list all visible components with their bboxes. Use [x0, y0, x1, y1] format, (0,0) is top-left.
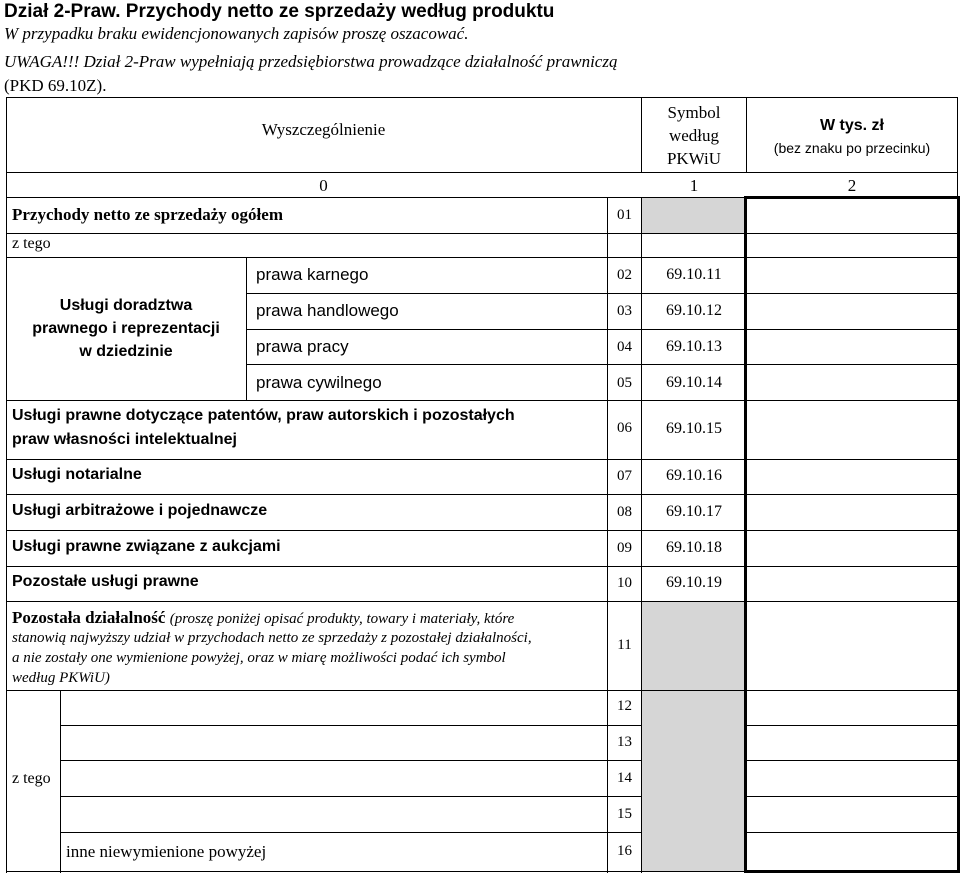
row-06-label-2: praw własności intelektualnej [12, 431, 237, 448]
row-05-code: 69.10.14 [666, 374, 722, 391]
z-tego-label: z tego [12, 235, 51, 252]
pkd-text: (PKD 69.10Z). [4, 76, 107, 95]
value-input-07[interactable] [748, 461, 956, 493]
row-08-label: Usługi arbitrażowe i pojednawcze [12, 502, 268, 519]
row-02-code: 69.10.11 [666, 266, 722, 283]
row-11-bold: Pozostała działalność [12, 608, 166, 627]
col-header-symbol-2: według [668, 126, 720, 145]
row-13-nr: 13 [617, 734, 632, 750]
row-07-code: 69.10.16 [666, 467, 722, 484]
row-11-note-1: (proszę poniżej opisać produkty, towary i materiały, które [169, 611, 515, 627]
row-05-nr: 05 [617, 375, 632, 391]
row-08-code: 69.10.17 [666, 503, 722, 520]
row-10-code: 69.10.19 [666, 574, 722, 591]
row-06-nr: 06 [617, 420, 632, 436]
value-input-15[interactable] [748, 798, 956, 831]
value-input-12[interactable] [748, 692, 956, 724]
row-06-code: 69.10.15 [666, 420, 722, 437]
group-label-2: prawnego i reprezentacji [32, 320, 220, 337]
row-02-nr: 02 [617, 267, 632, 283]
col-header-value-1: W tys. zł [819, 117, 884, 134]
value-input-09[interactable] [748, 532, 956, 565]
row-total-nr: 01 [617, 207, 632, 223]
value-input-03[interactable] [748, 295, 956, 328]
row-08-nr: 08 [617, 504, 632, 520]
desc-input-12[interactable] [62, 692, 606, 724]
z-tego-2-label: z tego [12, 770, 51, 787]
col-header-symbol-3: PKWiU [666, 149, 722, 168]
row-12-nr: 12 [617, 698, 632, 714]
group-label-1: Usługi doradztwa [59, 297, 193, 314]
section-title: Dział 2-Praw. Przychody netto ze sprzedaży według produktu [4, 1, 555, 22]
row-02-label: prawa karnego [256, 265, 369, 284]
value-input-08[interactable] [748, 496, 956, 529]
row-03-code: 69.10.12 [666, 302, 722, 319]
value-input-10[interactable] [748, 568, 956, 600]
row-04-code: 69.10.13 [666, 338, 722, 355]
row-11-line-4: według PKWiU) [12, 670, 110, 686]
value-input-06[interactable] [748, 402, 956, 458]
value-input-04[interactable] [748, 331, 956, 363]
row-10-nr: 10 [617, 575, 632, 591]
desc-input-14[interactable] [62, 762, 606, 795]
row-07-label: Usługi notarialne [12, 466, 142, 483]
value-input-16[interactable] [748, 834, 956, 869]
row-03-nr: 03 [617, 303, 632, 319]
value-input-14[interactable] [748, 762, 956, 795]
col-index-2: 2 [847, 176, 857, 195]
row-09-label: Usługi prawne związane z aukcjami [12, 538, 281, 555]
row-07-nr: 07 [617, 468, 632, 484]
row-09-code: 69.10.18 [666, 539, 722, 556]
value-input-11[interactable] [748, 603, 956, 689]
row-05-label: prawa cywilnego [256, 373, 382, 392]
row-16-label: inne niewymienione powyżej [66, 842, 267, 861]
col-index-0: 0 [319, 176, 328, 195]
row-11-line-1 [12, 608, 514, 628]
group-label-3: w dziedzinie [79, 343, 173, 360]
gray-cell-symbol-01 [642, 198, 744, 233]
col-header-desc: Wyszczególnienie [261, 120, 386, 139]
value-input-05[interactable] [748, 366, 956, 399]
value-input-01[interactable] [748, 199, 956, 232]
gray-cell-symbol-11 [642, 602, 744, 690]
row-11-nr: 11 [617, 637, 632, 653]
row-14-nr: 14 [617, 770, 632, 786]
row-15-nr: 15 [617, 806, 632, 822]
row-03-label: prawa handlowego [256, 301, 399, 320]
row-04-nr: 04 [617, 339, 632, 355]
col-index-1: 1 [689, 176, 699, 195]
row-11-line-3: a nie zostały one wymienione powyżej, oraz w miarę możliwości podać ich symbol [12, 650, 506, 666]
row-10-label: Pozostałe usługi prawne [12, 573, 199, 590]
row-16-nr: 16 [617, 843, 632, 859]
col-header-symbol-1: Symbol [667, 103, 721, 122]
gray-cell-symbol-12-16 [642, 691, 744, 871]
row-09-nr: 09 [617, 540, 632, 556]
value-input-02[interactable] [748, 259, 956, 292]
row-total-label: Przychody netto ze sprzedaży ogółem [12, 205, 283, 224]
desc-input-15[interactable] [62, 798, 606, 831]
value-input-13[interactable] [748, 727, 956, 759]
value-col-border-left [744, 196, 747, 873]
col-header-value-2: (bez znaku po przecinku) [773, 140, 931, 156]
section-subtitle: W przypadku braku ewidencjonowanych zapisów proszę oszacować. [4, 24, 469, 43]
row-06-label-1: Usługi prawne dotyczące patentów, praw autorskich i pozostałych [12, 407, 515, 424]
row-04-label: prawa pracy [256, 337, 349, 356]
desc-input-13[interactable] [62, 727, 606, 759]
row-11-line-2: stanowią najwyższy udział w przychodach netto ze sprzedaży z pozostałej działalności, [12, 630, 532, 646]
warning-text: UWAGA!!! Dział 2-Praw wypełniają przedsiębiorstwa prowadzące działalność prawniczą [4, 52, 618, 71]
